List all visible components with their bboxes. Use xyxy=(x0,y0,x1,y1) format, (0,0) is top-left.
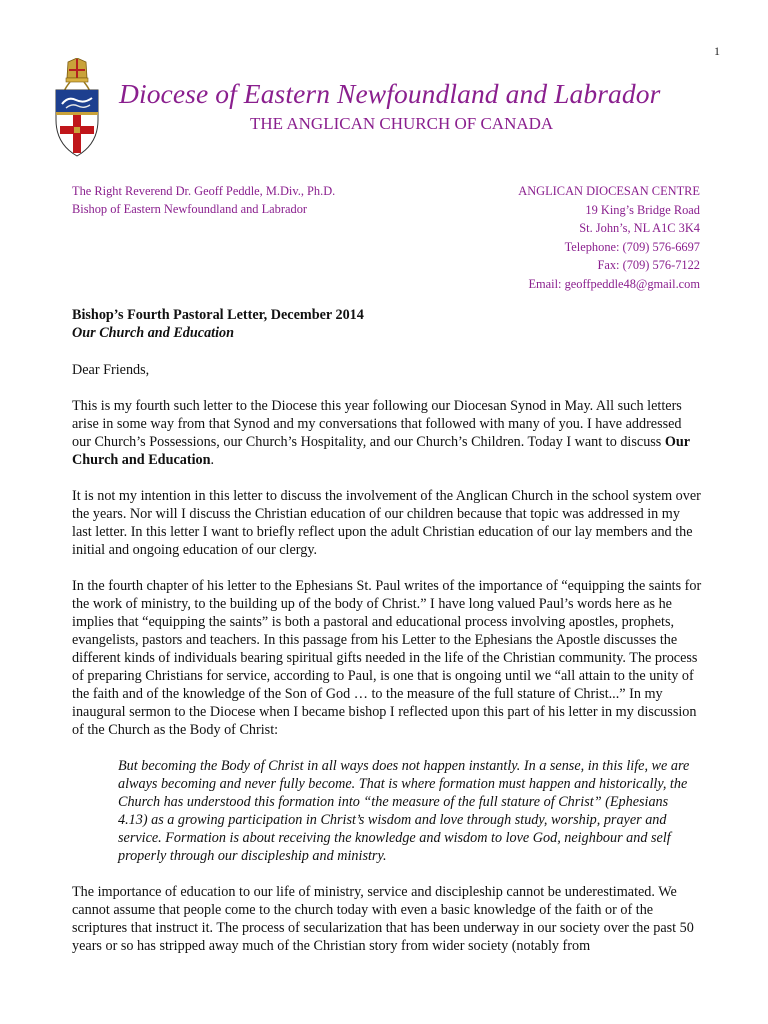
salutation: Dear Friends, xyxy=(72,362,150,378)
diocese-title: Diocese of Eastern Newfoundland and Labrador xyxy=(119,78,661,109)
letter-body xyxy=(72,306,703,955)
diocesan-crest-icon xyxy=(54,58,100,158)
bishop-name: The Right Reverend Dr. Geoff Peddle, M.Div., Ph.D. xyxy=(72,184,336,198)
letter-subtitle: Our Church and Education xyxy=(72,325,235,341)
centre-city: St. John’s, NL A1C 3K4 xyxy=(579,221,700,235)
block-quote: But becoming the Body of Christ in all ways does not happen instantly. In a sense, in this life, we are always becoming and never fully become. That is where formation must happen and historically, the Church has understood this formation into “the measure of the full stature of Christ” (Ephesians 4.13) as a growing participation in Christ’s wisdom and love through study, worship, prayer and service. Formation is about receiving the knowledge and wisdom to love God, neighbour and self properly through our discipleship and ministry. xyxy=(118,758,690,864)
paragraph-1 xyxy=(72,397,703,469)
diocesan-centre-address xyxy=(518,182,700,293)
letter-title: Bishop’s Fourth Pastoral Letter, December 2014 xyxy=(72,307,364,323)
centre-email: Email: geoffpeddle48@gmail.com xyxy=(528,276,700,291)
church-subtitle: THE ANGLICAN CHURCH OF CANADA xyxy=(250,114,554,133)
paragraph-3: In the fourth chapter of his letter to the Ephesians St. Paul writes of the importance of “equipping the saints for the work of ministry, to the building up of the body of Christ.” I have long valued Paul’s words here as he implies that “equipping the saints” is both a pastoral and educational process involving apostles, prophets, evangelists, pastors and teachers. In this passage from his Letter to the Ephesians the Apostle discusses the different kinds of individuals bearing spiritual gifts needed in the life of the Christian community. The process of preparing Christians for service, according to Paul, is one that is ongoing until we “all attain to the unity of the faith and of the knowledge of the Son of God … to the measure of the full stature of Christ...” In my inaugural sermon to the Diocese when I became bishop I reflected upon this part of his letter in my discussion of the Church as the Body of Christ: xyxy=(72,578,702,738)
paragraph-1-end: . xyxy=(210,452,215,468)
paragraph-1-text: This is my fourth such letter to the Diocese this year following our Diocesan Synod in May. All such letters arise in some way from that Synod and my conversations that followed with many of you. I have addressed our Church’s Possessions, our Church’s Hospitality, and our Church’s Children. Today I want to discuss xyxy=(72,398,682,450)
page-number: 1 xyxy=(714,44,720,58)
bishop-info xyxy=(72,182,335,218)
centre-street: 19 King’s Bridge Road xyxy=(585,202,700,217)
centre-telephone: Telephone: (709) 576-6697 xyxy=(564,239,700,254)
centre-name: ANGLICAN DIOCESAN CENTRE xyxy=(518,184,700,198)
paragraph-1-bold-topic: Our Church and Education xyxy=(72,434,690,468)
centre-fax: Fax: (709) 576-7122 xyxy=(597,258,700,272)
paragraph-4: The importance of education to our life of ministry, service and discipleship cannot be underestimated. We cannot assume that people come to the church today with even a basic knowledge of the faith or of the scriptures that instruct it. The process of secularization that has been underway in our society over the past 50 years or so has stripped away much of the Christian story from wider society (notably from xyxy=(72,884,694,954)
bishop-role: Bishop of Eastern Newfoundland and Labrador xyxy=(72,202,308,216)
paragraph-2: It is not my intention in this letter to discuss the involvement of the Anglican Church in the school system over the years. Nor will I discuss the Christian education of our children because that topic was addressed in my last letter. In this letter I want to briefly reflect upon the adult Christian education of our lay members and the initial and ongoing education of our clergy. xyxy=(72,488,701,558)
